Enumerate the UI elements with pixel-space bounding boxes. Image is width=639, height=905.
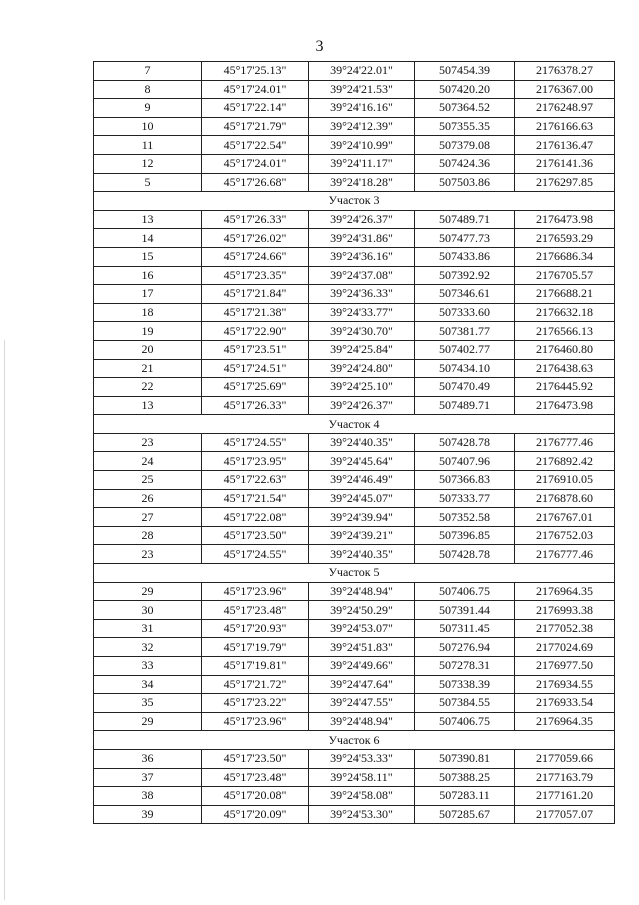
point-number-cell: 33	[94, 657, 202, 676]
y-coordinate-cell: 2177024.69	[515, 638, 615, 657]
x-coordinate-cell: 507355.35	[415, 117, 515, 136]
y-coordinate-cell: 2176777.46	[515, 433, 615, 452]
longitude-cell: 39°24'10.99"	[309, 136, 415, 155]
y-coordinate-cell: 2176686.34	[515, 247, 615, 266]
x-coordinate-cell: 507402.77	[415, 340, 515, 359]
latitude-cell: 45°17'24.55"	[202, 433, 309, 452]
section-label: Участок 6	[94, 731, 615, 750]
y-coordinate-cell: 2177161.20	[515, 787, 615, 806]
point-number-cell: 37	[94, 768, 202, 787]
y-coordinate-cell: 2176767.01	[515, 508, 615, 527]
table-row	[94, 359, 615, 378]
latitude-cell: 45°17'24.01"	[202, 80, 309, 99]
y-coordinate-cell: 2176367.00	[515, 80, 615, 99]
latitude-cell: 45°17'23.22"	[202, 694, 309, 713]
latitude-cell: 45°17'25.69"	[202, 378, 309, 397]
point-number-cell: 22	[94, 378, 202, 397]
table-row	[94, 340, 615, 359]
latitude-cell: 45°17'20.08"	[202, 787, 309, 806]
page-number: 3	[315, 38, 324, 55]
latitude-cell: 45°17'20.09"	[202, 805, 309, 824]
x-coordinate-cell: 507503.86	[415, 173, 515, 192]
table-row	[94, 229, 615, 248]
longitude-cell: 39°24'50.29"	[309, 601, 415, 620]
point-number-cell: 23	[94, 545, 202, 564]
section-header-row	[94, 415, 615, 434]
latitude-cell: 45°17'23.50"	[202, 749, 309, 768]
point-number-cell: 12	[94, 154, 202, 173]
table-row	[94, 471, 615, 490]
latitude-cell: 45°17'24.51"	[202, 359, 309, 378]
longitude-cell: 39°24'49.66"	[309, 657, 415, 676]
y-coordinate-cell: 2176977.50	[515, 657, 615, 676]
latitude-cell: 45°17'22.08"	[202, 508, 309, 527]
table-row	[94, 266, 615, 285]
latitude-cell: 45°17'19.79"	[202, 638, 309, 657]
longitude-cell: 39°24'45.64"	[309, 452, 415, 471]
table-row	[94, 489, 615, 508]
x-coordinate-cell: 507384.55	[415, 694, 515, 713]
point-number-cell: 38	[94, 787, 202, 806]
point-number-cell: 28	[94, 526, 202, 545]
y-coordinate-cell: 2176378.27	[515, 62, 615, 81]
table-row	[94, 768, 615, 787]
point-number-cell: 17	[94, 285, 202, 304]
longitude-cell: 39°24'58.08"	[309, 787, 415, 806]
scan-edge-line	[4, 340, 5, 900]
y-coordinate-cell: 2176136.47	[515, 136, 615, 155]
longitude-cell: 39°24'33.77"	[309, 303, 415, 322]
longitude-cell: 39°24'24.80"	[309, 359, 415, 378]
longitude-cell: 39°24'25.84"	[309, 340, 415, 359]
latitude-cell: 45°17'23.96"	[202, 582, 309, 601]
y-coordinate-cell: 2176566.13	[515, 322, 615, 341]
y-coordinate-cell: 2177052.38	[515, 619, 615, 638]
section-header-row	[94, 731, 615, 750]
point-number-cell: 29	[94, 712, 202, 731]
latitude-cell: 45°17'23.35"	[202, 266, 309, 285]
x-coordinate-cell: 507396.85	[415, 526, 515, 545]
table-row	[94, 582, 615, 601]
longitude-cell: 39°24'48.94"	[309, 712, 415, 731]
y-coordinate-cell: 2176993.38	[515, 601, 615, 620]
y-coordinate-cell: 2176473.98	[515, 396, 615, 415]
y-coordinate-cell: 2176777.46	[515, 545, 615, 564]
longitude-cell: 39°24'45.07"	[309, 489, 415, 508]
latitude-cell: 45°17'21.72"	[202, 675, 309, 694]
y-coordinate-cell: 2176166.63	[515, 117, 615, 136]
longitude-cell: 39°24'46.49"	[309, 471, 415, 490]
y-coordinate-cell: 2176248.97	[515, 99, 615, 118]
point-number-cell: 9	[94, 99, 202, 118]
longitude-cell: 39°24'48.94"	[309, 582, 415, 601]
latitude-cell: 45°17'23.48"	[202, 768, 309, 787]
x-coordinate-cell: 507391.44	[415, 601, 515, 620]
y-coordinate-cell: 2176593.29	[515, 229, 615, 248]
longitude-cell: 39°24'47.64"	[309, 675, 415, 694]
y-coordinate-cell: 2177163.79	[515, 768, 615, 787]
longitude-cell: 39°24'53.33"	[309, 749, 415, 768]
table-row	[94, 285, 615, 304]
table-row	[94, 675, 615, 694]
x-coordinate-cell: 507470.49	[415, 378, 515, 397]
x-coordinate-cell: 507388.25	[415, 768, 515, 787]
longitude-cell: 39°24'40.35"	[309, 433, 415, 452]
point-number-cell: 19	[94, 322, 202, 341]
section-label: Участок 3	[94, 192, 615, 211]
coordinates-table-body	[94, 62, 615, 824]
point-number-cell: 13	[94, 210, 202, 229]
longitude-cell: 39°24'26.37"	[309, 210, 415, 229]
latitude-cell: 45°17'20.93"	[202, 619, 309, 638]
table-row	[94, 99, 615, 118]
table-row	[94, 508, 615, 527]
y-coordinate-cell: 2176297.85	[515, 173, 615, 192]
table-row	[94, 601, 615, 620]
y-coordinate-cell: 2176705.57	[515, 266, 615, 285]
latitude-cell: 45°17'24.01"	[202, 154, 309, 173]
latitude-cell: 45°17'21.84"	[202, 285, 309, 304]
y-coordinate-cell: 2176632.18	[515, 303, 615, 322]
y-coordinate-cell: 2176964.35	[515, 582, 615, 601]
y-coordinate-cell: 2176878.60	[515, 489, 615, 508]
point-number-cell: 13	[94, 396, 202, 415]
section-header-row	[94, 564, 615, 583]
x-coordinate-cell: 507433.86	[415, 247, 515, 266]
table-row	[94, 378, 615, 397]
x-coordinate-cell: 507352.58	[415, 508, 515, 527]
table-row	[94, 173, 615, 192]
point-number-cell: 16	[94, 266, 202, 285]
latitude-cell: 45°17'26.33"	[202, 210, 309, 229]
y-coordinate-cell: 2176438.63	[515, 359, 615, 378]
longitude-cell: 39°24'47.55"	[309, 694, 415, 713]
longitude-cell: 39°24'36.33"	[309, 285, 415, 304]
x-coordinate-cell: 507477.73	[415, 229, 515, 248]
table-row	[94, 210, 615, 229]
latitude-cell: 45°17'23.51"	[202, 340, 309, 359]
latitude-cell: 45°17'24.66"	[202, 247, 309, 266]
longitude-cell: 39°24'36.16"	[309, 247, 415, 266]
point-number-cell: 23	[94, 433, 202, 452]
x-coordinate-cell: 507390.81	[415, 749, 515, 768]
x-coordinate-cell: 507424.36	[415, 154, 515, 173]
point-number-cell: 24	[94, 452, 202, 471]
point-number-cell: 32	[94, 638, 202, 657]
longitude-cell: 39°24'31.86"	[309, 229, 415, 248]
table-row	[94, 545, 615, 564]
latitude-cell: 45°17'21.54"	[202, 489, 309, 508]
point-number-cell: 25	[94, 471, 202, 490]
latitude-cell: 45°17'22.63"	[202, 471, 309, 490]
x-coordinate-cell: 507364.52	[415, 99, 515, 118]
table-row	[94, 805, 615, 824]
x-coordinate-cell: 507489.71	[415, 210, 515, 229]
longitude-cell: 39°24'21.53"	[309, 80, 415, 99]
point-number-cell: 34	[94, 675, 202, 694]
table-row	[94, 433, 615, 452]
x-coordinate-cell: 507333.77	[415, 489, 515, 508]
latitude-cell: 45°17'24.55"	[202, 545, 309, 564]
x-coordinate-cell: 507434.10	[415, 359, 515, 378]
y-coordinate-cell: 2176892.42	[515, 452, 615, 471]
point-number-cell: 7	[94, 62, 202, 81]
latitude-cell: 45°17'26.33"	[202, 396, 309, 415]
x-coordinate-cell: 507283.11	[415, 787, 515, 806]
latitude-cell: 45°17'23.95"	[202, 452, 309, 471]
point-number-cell: 21	[94, 359, 202, 378]
table-row	[94, 526, 615, 545]
longitude-cell: 39°24'51.83"	[309, 638, 415, 657]
latitude-cell: 45°17'22.54"	[202, 136, 309, 155]
y-coordinate-cell: 2176934.55	[515, 675, 615, 694]
table-row	[94, 247, 615, 266]
point-number-cell: 15	[94, 247, 202, 266]
y-coordinate-cell: 2177057.07	[515, 805, 615, 824]
point-number-cell: 20	[94, 340, 202, 359]
table-row	[94, 638, 615, 657]
table-row	[94, 322, 615, 341]
latitude-cell: 45°17'26.02"	[202, 229, 309, 248]
table-row	[94, 117, 615, 136]
latitude-cell: 45°17'26.68"	[202, 173, 309, 192]
point-number-cell: 31	[94, 619, 202, 638]
longitude-cell: 39°24'26.37"	[309, 396, 415, 415]
table-row	[94, 694, 615, 713]
y-coordinate-cell: 2176445.92	[515, 378, 615, 397]
table-row	[94, 80, 615, 99]
point-number-cell: 26	[94, 489, 202, 508]
latitude-cell: 45°17'23.48"	[202, 601, 309, 620]
table-row	[94, 452, 615, 471]
x-coordinate-cell: 507406.75	[415, 712, 515, 731]
x-coordinate-cell: 507406.75	[415, 582, 515, 601]
table-row	[94, 619, 615, 638]
point-number-cell: 18	[94, 303, 202, 322]
y-coordinate-cell: 2176933.54	[515, 694, 615, 713]
longitude-cell: 39°24'40.35"	[309, 545, 415, 564]
x-coordinate-cell: 507407.96	[415, 452, 515, 471]
longitude-cell: 39°24'22.01"	[309, 62, 415, 81]
latitude-cell: 45°17'22.14"	[202, 99, 309, 118]
longitude-cell: 39°24'25.10"	[309, 378, 415, 397]
y-coordinate-cell: 2176473.98	[515, 210, 615, 229]
longitude-cell: 39°24'39.21"	[309, 526, 415, 545]
point-number-cell: 29	[94, 582, 202, 601]
longitude-cell: 39°24'30.70"	[309, 322, 415, 341]
y-coordinate-cell: 2176141.36	[515, 154, 615, 173]
point-number-cell: 27	[94, 508, 202, 527]
longitude-cell: 39°24'53.30"	[309, 805, 415, 824]
longitude-cell: 39°24'16.16"	[309, 99, 415, 118]
latitude-cell: 45°17'19.81"	[202, 657, 309, 676]
longitude-cell: 39°24'12.39"	[309, 117, 415, 136]
point-number-cell: 5	[94, 173, 202, 192]
longitude-cell: 39°24'39.94"	[309, 508, 415, 527]
latitude-cell: 45°17'21.79"	[202, 117, 309, 136]
section-header-row	[94, 192, 615, 211]
y-coordinate-cell: 2177059.66	[515, 749, 615, 768]
table-row	[94, 136, 615, 155]
x-coordinate-cell: 507276.94	[415, 638, 515, 657]
x-coordinate-cell: 507366.83	[415, 471, 515, 490]
x-coordinate-cell: 507278.31	[415, 657, 515, 676]
table-row	[94, 749, 615, 768]
x-coordinate-cell: 507338.39	[415, 675, 515, 694]
x-coordinate-cell: 507346.61	[415, 285, 515, 304]
coordinates-table	[93, 61, 615, 824]
longitude-cell: 39°24'37.08"	[309, 266, 415, 285]
x-coordinate-cell: 507392.92	[415, 266, 515, 285]
longitude-cell: 39°24'58.11"	[309, 768, 415, 787]
point-number-cell: 35	[94, 694, 202, 713]
x-coordinate-cell: 507454.39	[415, 62, 515, 81]
latitude-cell: 45°17'22.90"	[202, 322, 309, 341]
latitude-cell: 45°17'25.13"	[202, 62, 309, 81]
y-coordinate-cell: 2176964.35	[515, 712, 615, 731]
section-label: Участок 5	[94, 564, 615, 583]
y-coordinate-cell: 2176460.80	[515, 340, 615, 359]
x-coordinate-cell: 507381.77	[415, 322, 515, 341]
x-coordinate-cell: 507420.20	[415, 80, 515, 99]
x-coordinate-cell: 507428.78	[415, 433, 515, 452]
x-coordinate-cell: 507311.45	[415, 619, 515, 638]
y-coordinate-cell: 2176910.05	[515, 471, 615, 490]
point-number-cell: 30	[94, 601, 202, 620]
table-row	[94, 154, 615, 173]
table-row	[94, 62, 615, 81]
point-number-cell: 39	[94, 805, 202, 824]
longitude-cell: 39°24'11.17"	[309, 154, 415, 173]
x-coordinate-cell: 507379.08	[415, 136, 515, 155]
x-coordinate-cell: 507285.67	[415, 805, 515, 824]
longitude-cell: 39°24'18.28"	[309, 173, 415, 192]
y-coordinate-cell: 2176752.03	[515, 526, 615, 545]
latitude-cell: 45°17'21.38"	[202, 303, 309, 322]
latitude-cell: 45°17'23.50"	[202, 526, 309, 545]
x-coordinate-cell: 507333.60	[415, 303, 515, 322]
point-number-cell: 36	[94, 749, 202, 768]
x-coordinate-cell: 507428.78	[415, 545, 515, 564]
y-coordinate-cell: 2176688.21	[515, 285, 615, 304]
table-row	[94, 787, 615, 806]
table-row	[94, 303, 615, 322]
point-number-cell: 8	[94, 80, 202, 99]
table-row	[94, 712, 615, 731]
point-number-cell: 14	[94, 229, 202, 248]
table-row	[94, 657, 615, 676]
point-number-cell: 11	[94, 136, 202, 155]
point-number-cell: 10	[94, 117, 202, 136]
table-row	[94, 396, 615, 415]
x-coordinate-cell: 507489.71	[415, 396, 515, 415]
latitude-cell: 45°17'23.96"	[202, 712, 309, 731]
section-label: Участок 4	[94, 415, 615, 434]
longitude-cell: 39°24'53.07"	[309, 619, 415, 638]
